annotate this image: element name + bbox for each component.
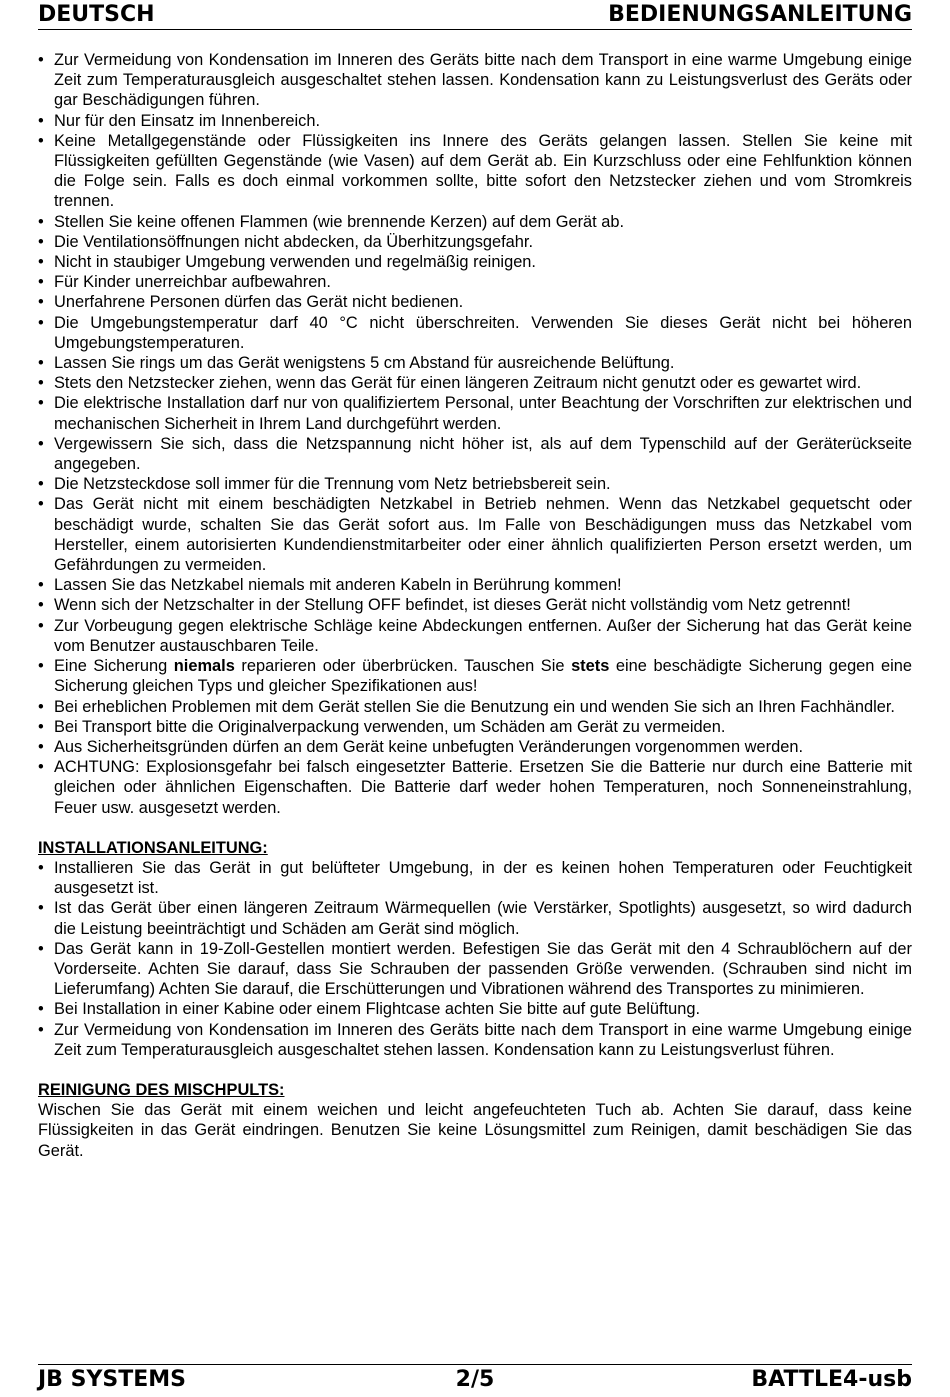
item-text: Nur für den Einsatz im Innenbereich. [54,111,321,130]
safety-item [38,494,912,575]
item-text: Für Kinder unerreichbar aufbewahren. [54,273,331,292]
item-text: Stellen Sie keine offenen Flammen (wie brennende Kerzen) auf dem Gerät ab. [54,212,625,231]
item-text: Stets den Netzstecker ziehen, wenn das Gerät für einen längeren Zeitraum nicht genutzt oder es gewartet wird. [54,374,862,393]
safety-item [38,575,912,595]
item-text: Zur Vorbeugung gegen elektrische Schläge keine Abdeckungen entfernen. Außer der Sicherung hat das Gerät keine vom Benutzer austauschbaren Teile. [54,616,912,655]
item-text: Vergewissern Sie sich, dass die Netzspannung nicht höher ist, als auf dem Typenschild auf der Geräterückseite angegeben. [54,434,912,474]
safety-item [38,737,912,757]
installation-item: • Bei Installation in einer Kabine oder einem Flightcase achten Sie bitte auf gute Belüftung. [38,999,912,1019]
safety-item [38,717,912,737]
item-text: reparieren oder überbrücken. Tauschen Sie [234,657,572,676]
item-text: Bei Transport bitte die Originalverpackung verwenden, um Schäden am Gerät zu vermeiden. [54,717,726,736]
safety-item [38,697,912,717]
safety-item [38,616,912,656]
item-text: Zur Vermeidung von Kondensation im Inneren des Geräts bitte nach dem Transport in eine warme Umgebung einige Zeit zum Temperaturausgleich ausgeschaltet stehen lassen. Kondensation kann zu Leistungsverlust des Geräts oder gar Beschädigungen führen. [54,51,912,110]
safety-item [38,131,912,212]
item-text: Lassen Sie das Netzkabel niemals mit anderen Kabeln in Berührung kommen! [54,576,622,595]
safety-item [38,757,912,818]
item-text: Keine Metallgegenstände oder Flüssigkeiten ins Innere des Geräts gelangen lassen. Stellen Sie keine mit Flüssigkeiten gefüllten Gegenstände (wie Vasen) auf dem Gerät ab. Ein Kurzschluss oder eine Fehlfunktion können die Folge sein. Falls es doch einmal vorkommen sollte, bitte sofort den Netzstecker ziehen und vom Stromkreis trennen. [54,131,912,211]
item-text: Das Gerät nicht mit einem beschädigten Netzkabel in Betrieb nehmen. Wenn das Netzkabel gequetscht oder beschädigt wurde, schalten Sie das Gerät sofort aus. Im Falle von Beschädigungen muss das Netzkabel vom Hersteller, einem autorisierten Kundendienstmitarbeiter oder einer ähnlich qualifizierten Person ersetzt werden, um Gefährdungen zu vermeiden. [54,495,912,575]
safety-item [38,595,912,615]
safety-item [38,111,912,131]
cleaning-text: Wischen Sie das Gerät mit einem weichen und leicht angefeuchteten Tuch ab. Achten Sie darauf, dass keine Flüssigkeiten in das Gerät eindringen. Benutzen Sie keine Lösungsmittel zum Reinigen, damit beschädigen Sie das Gerät. [38,1101,912,1160]
safety-item [38,656,912,696]
safety-item [38,232,912,252]
installation-item: • Ist das Gerät über einen längeren Zeitraum Wärmequellen (wie Verstärker, Spotlights) ausgesetzt, so wird dadurch die Leistung beeinträchtigt und Schäden am Gerät sind möglich. [38,898,912,938]
page-content [38,50,912,1161]
installation-item: • Das Gerät kann in 19-Zoll-Gestellen montiert werden. Befestigen Sie das Gerät mit den 4 Schraublöchern auf der Vorderseite. Achten Sie darauf, dass Sie Schrauben der passenden Größe verwenden. (Schrauben sind nicht im Lieferumfang) Achten Sie darauf, die Erschütterungen und Vibrationen während des Transportes zu minimieren. [38,939,912,1000]
item-text: Die elektrische Installation darf nur von qualifiziertem Personal, unter Beachtung der Vorschriften zur elektrischen und mechanischen Sicherheit in Ihrem Land durchgeführt werden. [54,394,912,433]
safety-item [38,212,912,232]
header-language: DEUTSCH [38,2,155,27]
installation-item: • Installieren Sie das Gerät in gut belüfteter Umgebung, in der es keinen hohen Temperaturen oder Feuchtigkeit ausgesetzt ist. [38,858,912,898]
safety-item [38,292,912,312]
safety-item [38,313,912,353]
safety-item [38,50,912,111]
emphasis-text: stets [571,657,610,676]
footer-model: BATTLE4-usb [751,1367,912,1392]
item-text: ACHTUNG: Explosionsgefahr bei falsch eingesetzter Batterie. Ersetzen Sie die Batterie nur durch eine Batterie mit gleichen oder ähnlichen Eigenschaften. Die Batterie darf weder hohen Temperaturen, noch Sonneneinstrahlung, Feuer usw. ausgesetzt werden. [54,758,912,817]
item-text: Wenn sich der Netzschalter in der Stellung OFF befindet, ist dieses Gerät nicht vollständig vom Netz getrennt! [54,596,851,615]
installation-list [38,858,912,1060]
item-text: Bei erheblichen Problemen mit dem Gerät stellen Sie die Benutzung ein und wenden Sie sich an Ihren Fachhändler. [54,697,895,716]
footer-brand: JB SYSTEMS [38,1367,187,1392]
safety-item [38,393,912,433]
page-number: 2/5 [455,1367,495,1392]
safety-item [38,474,912,494]
safety-item [38,272,912,292]
cleaning-title: REINIGUNG DES MISCHPULTS: [38,1080,285,1099]
item-text: Die Umgebungstemperatur darf 40 °C nicht überschreiten. Verwenden Sie dieses Gerät nicht bei höheren Umgebungstemperaturen. [54,313,912,352]
item-text: Unerfahrene Personen dürfen das Gerät nicht bedienen. [54,293,464,312]
safety-item [38,252,912,272]
page-footer [38,1364,912,1393]
page-header [38,2,912,30]
safety-item [38,373,912,393]
item-text: Die Netzsteckdose soll immer für die Trennung vom Netz betriebsbereit sein. [54,475,611,494]
item-text: Lassen Sie rings um das Gerät wenigstens 5 cm Abstand für ausreichende Belüftung. [54,354,675,373]
item-text: Nicht in staubiger Umgebung verwenden und regelmäßig reinigen. [54,253,536,272]
emphasis-text: niemals [173,657,235,676]
safety-item [38,434,912,474]
header-doc-type: BEDIENUNGSANLEITUNG [608,2,912,27]
safety-list [38,50,912,818]
installation-item: • Zur Vermeidung von Kondensation im Inneren des Geräts bitte nach dem Transport in eine warme Umgebung einige Zeit zum Temperaturausgleich ausgeschaltet stehen lassen. Kondensation kann zu Leistungsverlust führen. [38,1020,912,1060]
item-text: Eine Sicherung [54,657,174,676]
safety-item [38,353,912,373]
item-text: Die Ventilationsöffnungen nicht abdecken, da Überhitzungsgefahr. [54,232,534,251]
item-text: eine beschädigte Sicherung gegen eine Sicherung gleichen Typs und gleicher Spezifikationen aus! [54,657,912,696]
installation-title: INSTALLATIONSANLEITUNG: [38,838,268,857]
item-text: Aus Sicherheitsgründen dürfen an dem Gerät keine unbefugten Veränderungen vorgenommen werden. [54,737,803,756]
